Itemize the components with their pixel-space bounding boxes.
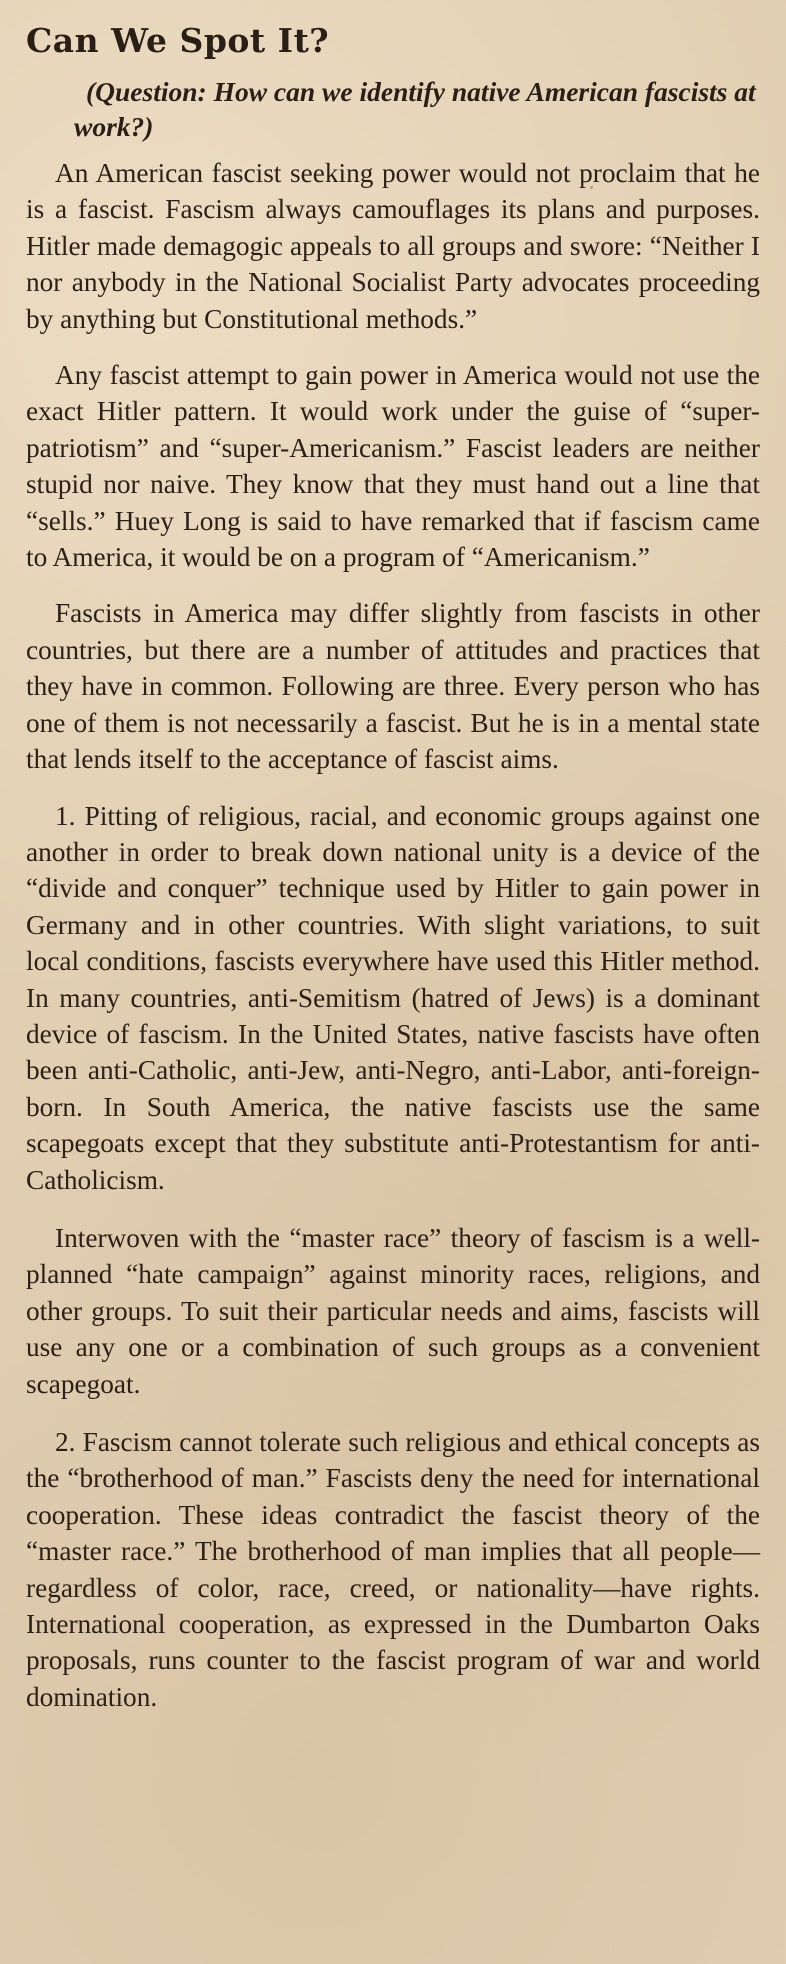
paragraph-hitler-pattern: Any fascist attempt to gain power in America would not use the exact Hitler pattern. It would work under the guise of “super-patriotism” and “super-Americanism.” Fascist leaders are neither stupid nor naive. They know that they must hand out a line that “sells.” Huey Long is said to have remarked that if fascism came to America, it would be on a program of “Americanism.” <box>26 360 760 573</box>
paragraph-master-race: Interwoven with the “master race” theory of fascism is a well-planned “hate campaign” against minority races, religions, and other groups. To suit their particular needs and aims, fascists will use any one or a combination of such groups as a convenient scapegoat. <box>26 1222 760 1399</box>
paragraph-common-attitudes: Fascists in America may differ slightly from fascists in other countries, but there are a number of attitudes and practices that they have in common. Following are three. Every person who has one of them is not necessarily a fascist. But he is in a mental state that lends itself to the acceptance of fascist aims. <box>26 598 760 775</box>
paper-speck <box>746 1068 750 1072</box>
paper-speck <box>128 380 133 385</box>
paragraph-intro: An American fascist seeking power would not proclaim that he is a fascist. Fascism always camouflages its plans and purposes. Hitler made demagogic appeals to all groups and swore: “Neither I nor anybody in the National Socialist Party advocates proceeding by anything but Constitutional methods.” <box>26 158 760 334</box>
paper-speck <box>590 186 593 189</box>
paragraph-point-one: 1. Pitting of religious, racial, and economic groups against one another in order to break down national unity is a device of the “divide and conquer” technique used by Hitler to gain power in Germany and in other countries. With slight variations, to suit local conditions, fascists everywhere have used this Hitler method. In many countries, anti-Semitism (hatred of Jews) is a dominant device of fascism. In the United States, native fascists have often been anti-Catholic, anti-Jew, anti-Negro, anti-Labor, anti-foreign-born. In South America, the native fascists use the same scapegoats except that they substitute anti-Protestantism for anti-Catholicism. <box>26 800 760 1195</box>
article-title: Can We Spot It? <box>26 21 330 60</box>
paragraph-point-two: 2. Fascism cannot tolerate such religious and ethical concepts as the “brotherhood of man.” Fascists deny the need for international cooperation. These ideas contradict the fascist theory of the “master race.” The brotherhood of man implies that all people—regardless of color, race, creed, or nationality—have rights. International cooperation, as expressed in the Dumbarton Oaks proposals, runs counter to the fascist program of war and world domination. <box>26 1427 760 1712</box>
question-subheading: (Question: How can we identify native American fascists at work?) <box>74 76 756 142</box>
